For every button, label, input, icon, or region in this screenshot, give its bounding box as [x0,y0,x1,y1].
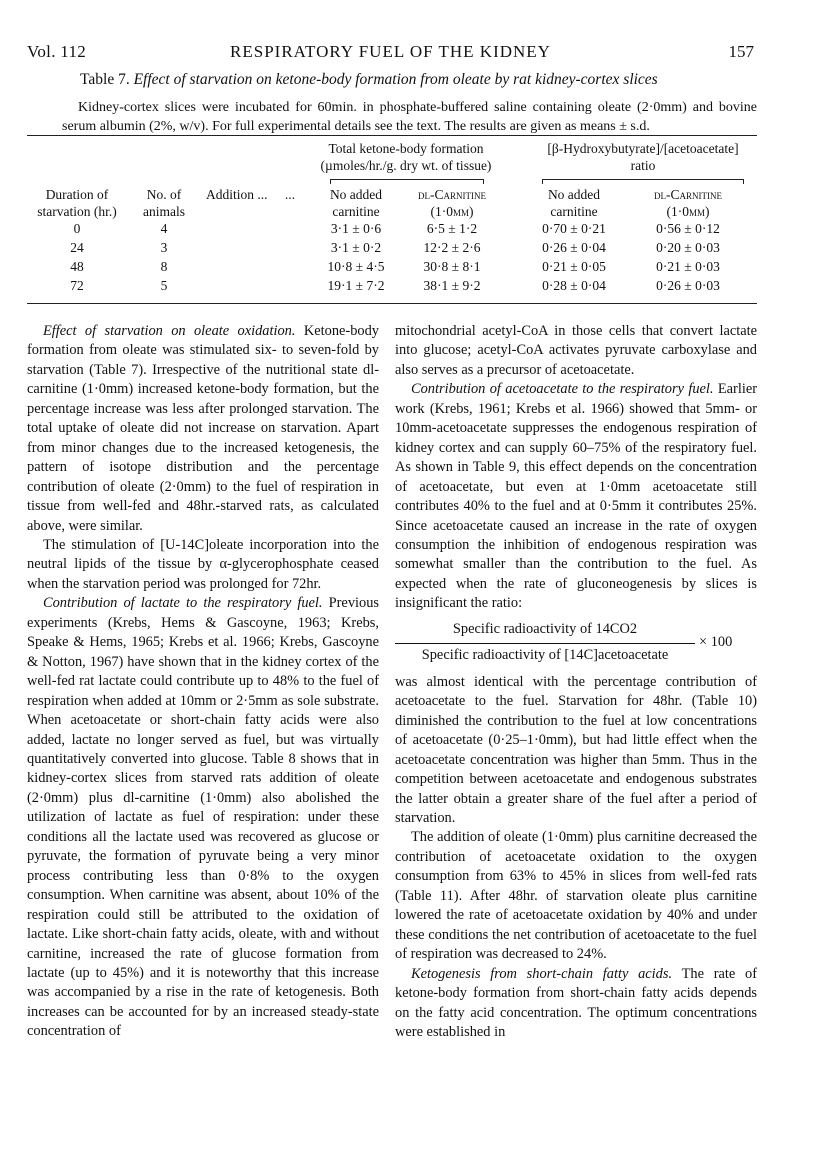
cell-animals: 8 [160,259,168,274]
cell-kb-carnitine: 30·8 ± 8·1 [423,259,481,274]
paragraph-text: Ketone-body formation from oleate was stimulated six- to seven-fold by starvation (Table 7). Irrespective of the nutritional state dl-carnitine (1·0mm) increased ketone-body formation, but the percentage increase was less after prolonged starvation. The total uptake of oleate did not increase on starvation. Apart from minor changes due to the increased ketogenesis, the pattern of isotope distribution and the percentage contribution of oleate (2·0mm) to the fuel of respiration in tissue from well-fed and 48hr.-starved rats, as calculated above, were similar. [27,323,379,534]
col-header-duration [27,186,127,220]
table-caption [80,71,740,89]
group-header-ketone-line2: (µmoles/hr./g. dry wt. of tissue) [320,158,492,173]
running-title: RESPIRATORY FUEL OF THE KIDNEY [230,42,551,61]
cell-ratio-none: 0·70 ± 0·21 [542,221,606,236]
cell-ratio-none: 0·21 ± 0·05 [542,259,606,274]
cell-ratio-none: 0·28 ± 0·04 [542,278,606,293]
col-header-ratio-none-line2: carnitine [550,204,598,219]
col-header-addition-dots: ... [284,187,296,202]
table-row [27,221,757,240]
group-header-ketone [318,140,494,174]
col-header-ratio-carnitine-line1: dl-Carnitine [654,187,722,202]
cell-ratio-carnitine: 0·56 ± 0·12 [656,221,720,236]
col-header-kb-carnitine-line2: (1·0mm) [430,204,474,219]
paragraph-heading: Ketogenesis from short-chain fatty acids. [411,965,673,982]
group-brace-ratio [542,179,744,184]
cell-ratio-carnitine: 0·26 ± 0·03 [656,278,720,293]
col-header-animals [132,186,196,220]
paragraph-oleate-carnitine: The addition of oleate (1·0mm) plus carnitine decreased the contribution of acetoacetate oxidation to the oxygen consumption from 63% to 45% in slices from well-fed rats (Table 11). After 48hr. of starvation oleate plus carnitine lowered the rate of acetoacetate oxidation by 40% and under these conditions the net contribution of acetoacetate to the fuel of respiration was decreased to 24%. [395,829,757,963]
group-header-ratio-line1: [β-Hydroxybutyrate]/[acetoacetate] [547,141,739,156]
table-row [27,240,757,259]
paragraph-text: Earlier work (Krebs, 1961; Krebs et al. 1966) showed that 5mm- or 10mm-acetoacetate suppresses the endogenous respiration of kidney cortex and can supply 60–75% of the respiratory fuel. As shown in Table 9, this effect depends on the concentration of acetoacetate, but even at 1·0mm acetoacetate still contributes 40% to the fuel and at 0·5mm it contributes 25%. Since acetoacetate caused an increase in the rate of oxygen consumption the inhibition of endogenous respiration was somewhat smaller than the contribution to the fuel. As expected when the rate of gluconeogenesis by slices is insignificant the ratio: [395,381,758,612]
table-caption-label: Table 7. [80,71,130,88]
table-bottom-rule [27,303,757,304]
paragraph-text: The rate of ketone-body formation from short-chain fatty acids depends on the fatty acid concentration. The optimum concentrations were established in [395,965,757,1040]
col-header-animals-line2: animals [143,204,185,219]
table-row [27,278,757,297]
running-header [27,42,754,66]
cell-ratio-carnitine: 0·20 ± 0·03 [656,240,720,255]
table-caption-title: Effect of starvation on ketone-body formation from oleate by rat kidney-cortex slices [133,71,658,88]
col-header-ratio-carnitine-line2: (1·0mm) [666,204,710,219]
volume-label: Vol. 112 [27,42,87,61]
formula-numerator: Specific radioactivity of 14CO2 [452,620,638,637]
table-row [27,259,757,278]
paragraph-heading: Contribution of acetoacetate to the respiratory fuel. [411,381,714,398]
cell-animals: 4 [160,221,168,236]
cell-duration: 48 [70,259,84,274]
cell-kb-carnitine: 6·5 ± 1·2 [426,221,478,236]
cell-animals: 3 [160,240,168,255]
group-brace-ketone [330,179,484,184]
col-header-kb-carnitine [410,186,494,220]
col-header-addition [206,186,295,203]
col-header-animals-line1: No. of [146,187,182,202]
ratio-formula [395,617,757,669]
paragraph-heading: Effect of starvation on oleate oxidation. [43,323,296,339]
cell-kb-carnitine: 38·1 ± 9·2 [423,278,481,293]
left-column [27,322,379,1042]
cell-kb-none: 3·1 ± 0·6 [330,221,382,236]
paragraph-starvation-oleate [27,322,379,536]
cell-ratio-carnitine: 0·21 ± 0·03 [656,259,720,274]
paragraph-heading: Contribution of lactate to the respiratory fuel. [43,595,323,612]
cell-animals: 5 [160,278,168,293]
formula-fraction-bar [395,643,695,644]
right-column [395,322,757,1042]
col-header-kb-none-line2: carnitine [332,204,380,219]
paragraph-acetoacetate [395,380,757,613]
paragraph-glycerophosphate: The stimulation of [U-14C]oleate incorporation into the neutral lipids of the tissue by α-glycerophosphate ceased when the starvation period was prolonged for 72hr. [27,536,379,592]
cell-kb-none: 3·1 ± 0·2 [330,240,382,255]
col-header-duration-line1: Duration of [45,187,109,202]
formula-denominator: Specific radioactivity of [14C]acetoacetate [421,646,669,663]
cell-duration: 72 [70,278,84,293]
col-header-ratio-none-line1: No added [547,187,601,202]
col-header-addition-label: Addition ... [206,187,268,202]
formula-multiplier: × 100 [699,633,733,650]
col-header-duration-line2: starvation (hr.) [37,204,117,219]
group-header-ratio [530,140,756,174]
cell-kb-carnitine: 12·2 ± 2·6 [423,240,481,255]
cell-duration: 24 [70,240,84,255]
col-header-ratio-carnitine [626,186,750,220]
cell-kb-none: 10·8 ± 4·5 [327,259,385,274]
paragraph-short-chain [395,965,757,1043]
table-note: Kidney-cortex slices were incubated for 60min. in phosphate-buffered saline containing oleate (2·0mm) and bovine serum albumin (2%, w/v). For full experimental details see the text. The results are given as means ± s.d. [62,100,757,134]
col-header-kb-carnitine-line1: dl-Carnitine [418,187,486,202]
cell-duration: 0 [73,221,81,236]
paragraph-starvation-acetoacetate: was almost identical with the percentage contribution of acetoacetate to the fuel. Starvation for 48hr. (Table 10) diminished the contribution to the fuel at low concentrations of acetoacetate (0·25–1·0mm), but had little effect when the acetoacetate concentration was higher than 5mm. Thus in the competition between acetoacetate and endogenous substrates the latter obtain a greater share of the fuel after a period of starvation. [395,673,757,826]
col-header-ratio-none [530,186,618,220]
page-number: 157 [728,42,754,61]
table-top-rule [27,135,757,136]
group-header-ketone-line1: Total ketone-body formation [328,141,484,156]
cell-ratio-none: 0·26 ± 0·04 [542,240,606,255]
paragraph-lactate [27,594,379,1041]
group-header-ratio-line2: ratio [630,158,656,173]
col-header-kb-none-line1: No added [329,187,383,202]
paragraph-text: Previous experiments (Krebs, Hems & Gascoyne, 1963; Krebs, Speake & Hems, 1965; Krebs et al. 1966; Krebs, Gascoyne & Notton, 1967) have shown that in the kidney cortex of the well-fed rat lactate could contribute up to 48% to the fuel of respiration when added at 10mm or 2·5mm as sole substrate. When acetoacetate or short-chain fatty acids were also added, lactate no longer served as fuel, but was virtually quantitatively converted into glucose. Table 8 shows that in kidney-cortex slices from starved rats addition of oleate (2·0mm) plus dl-carnitine (1·0mm) also abolished the utilization of lactate as fuel of respiration: under these conditions all the lactate used was recovered as glucose or pyruvate, the formation of pyruvate being a very minor process contributing less than 0·8% to the oxygen consumption. When carnitine was absent, about 10% of the respiration could still be attributed to the oxidation of lactate. Like short-chain fatty acids, oleate, with and without carnitine, increased the rate of glucose formation from lactate (up to 45%) and it is noteworthy that this increase was accompanied by a rise in the rate of ketogenesis. Both increases can be accounted for by an increased steady-state concentration of [27,595,380,1040]
cell-kb-none: 19·1 ± 7·2 [327,278,385,293]
col-header-kb-none [318,186,394,220]
paragraph-acetyl-coa: mitochondrial acetyl-CoA in those cells that convert lactate into glucose; acetyl-CoA activates pyruvate carboxylase and also serves as a precursor of acetoacetate. [395,323,757,378]
